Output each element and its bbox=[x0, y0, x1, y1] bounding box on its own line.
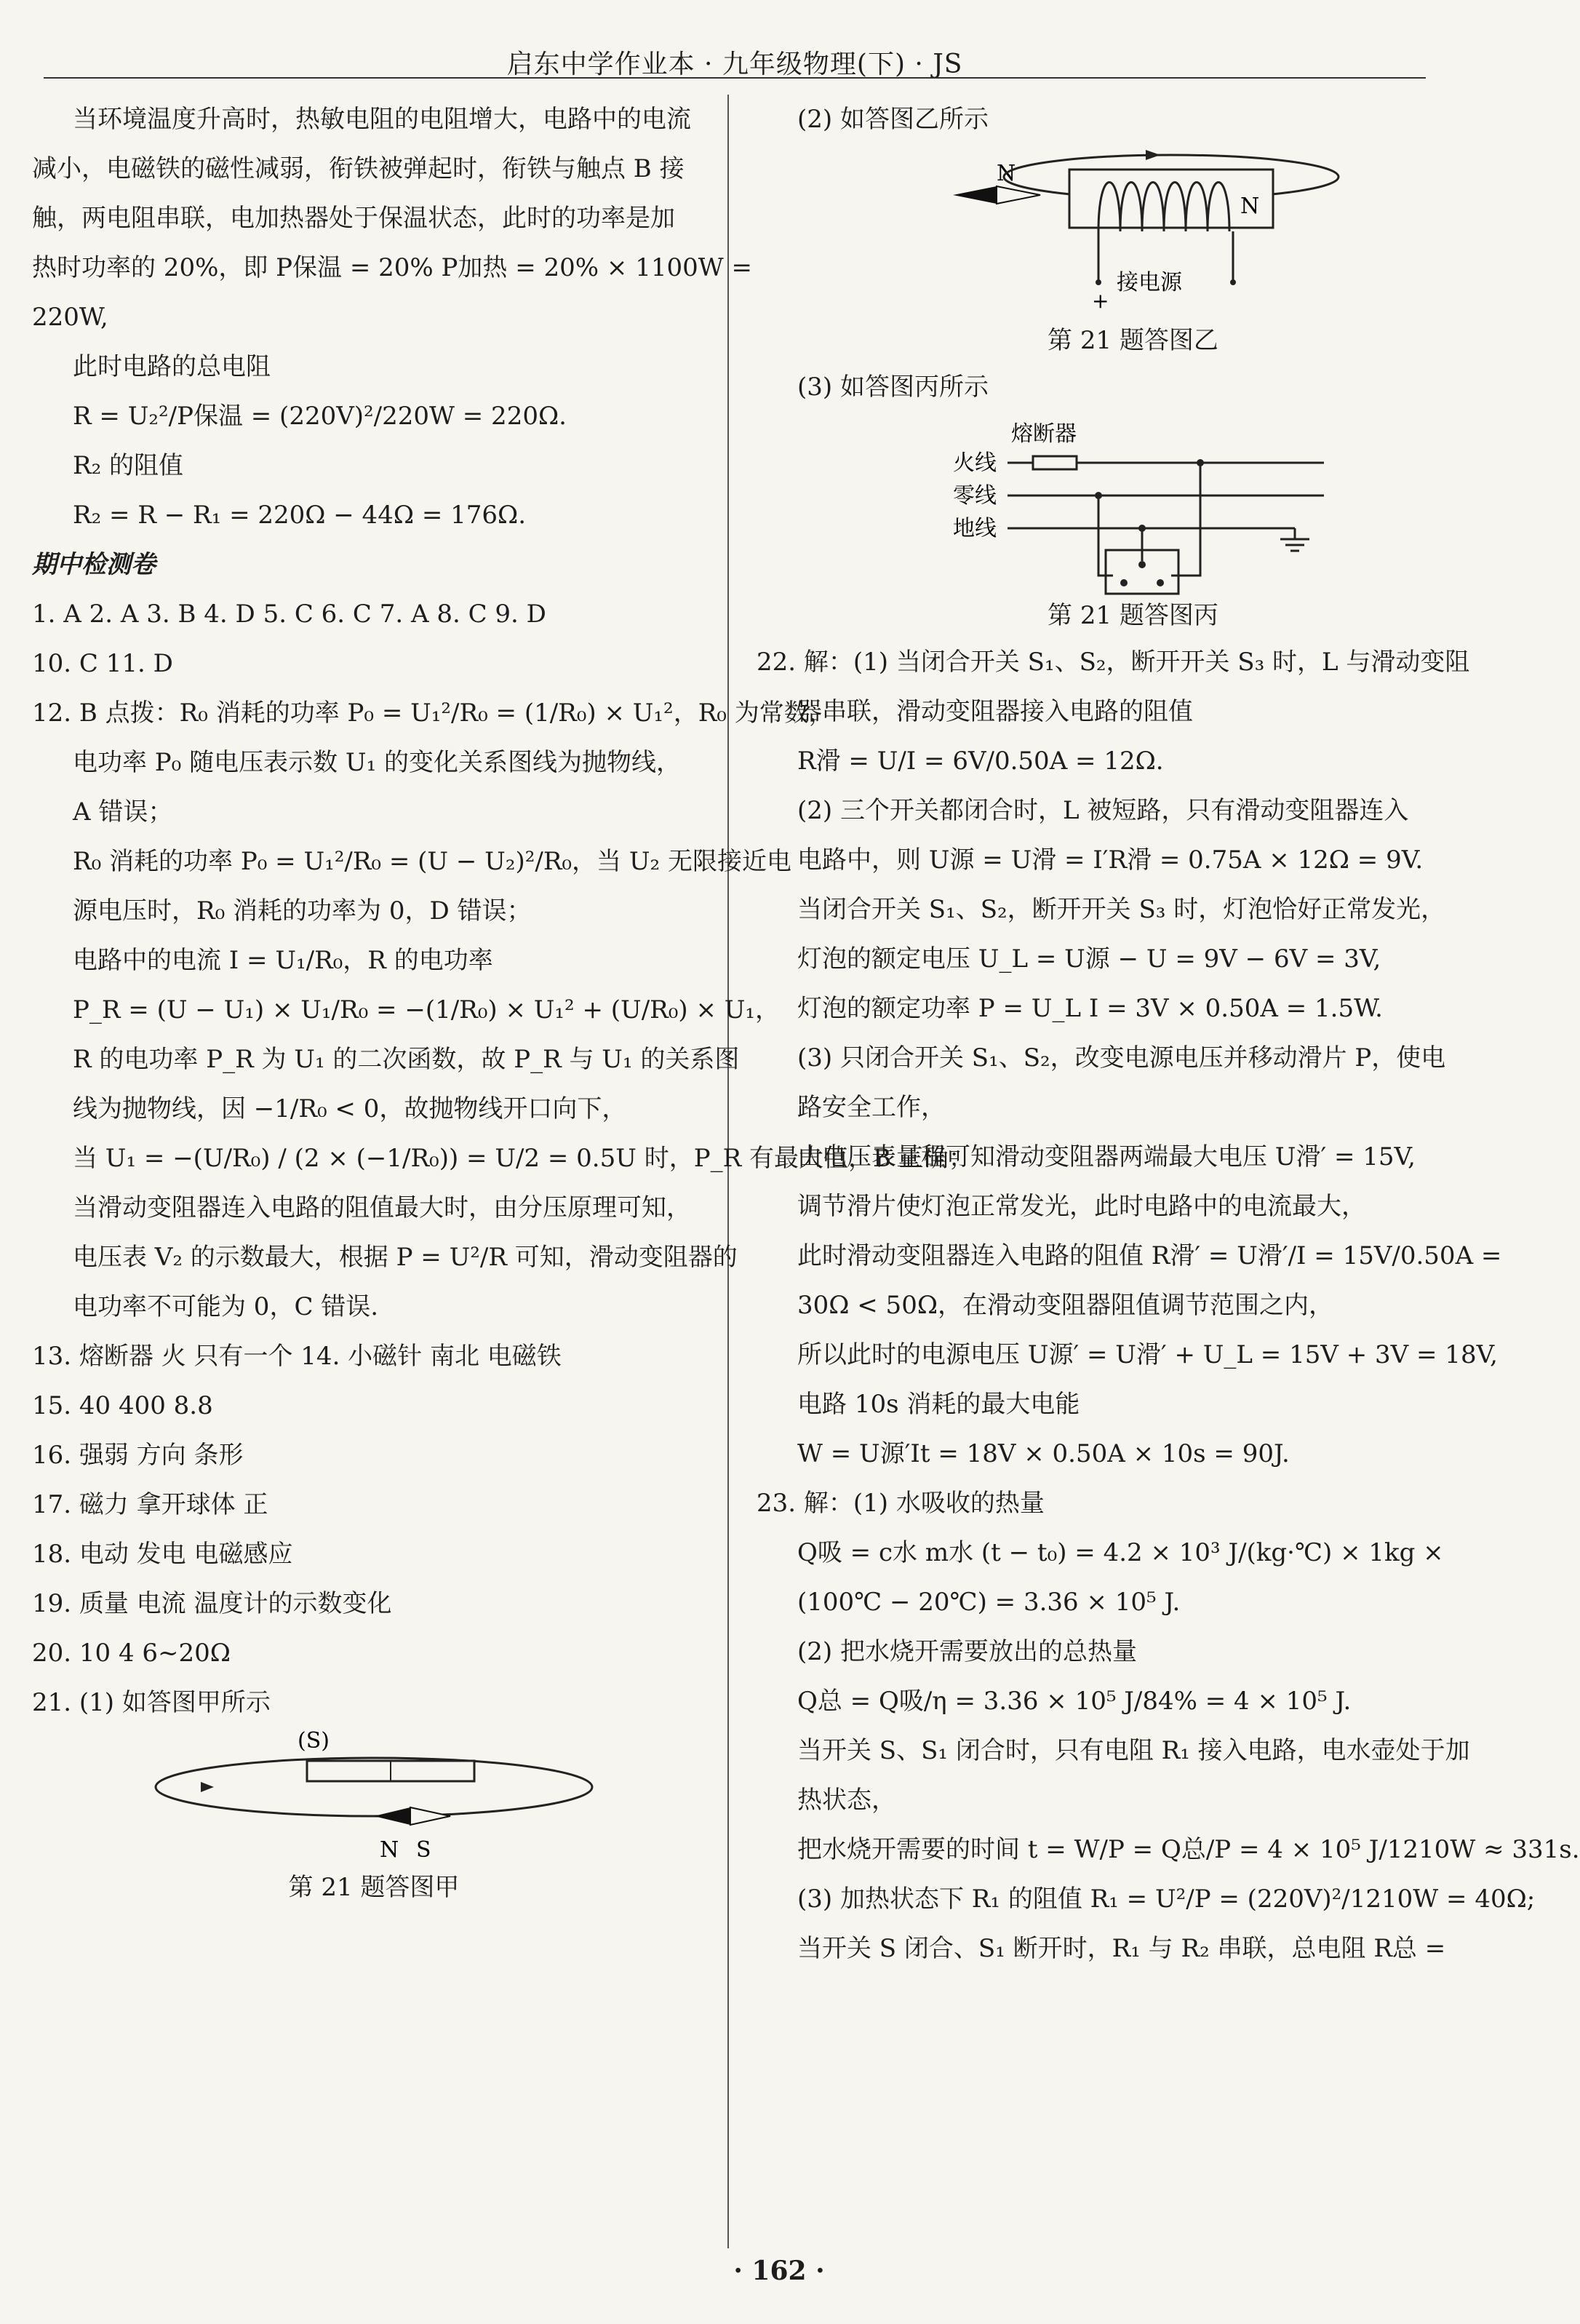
text-line: 热时功率的 20%，即 P保温 = 20% P加热 = 20% × 1100W = bbox=[32, 253, 752, 282]
answer-line: 当开关 S 闭合、S₁ 断开时，R₁ 与 R₂ 串联，总电阻 R总 = bbox=[797, 1934, 1446, 1963]
socket-hole-top bbox=[1138, 561, 1146, 568]
answer-line: 20. 10 4 6~20Ω bbox=[32, 1639, 231, 1668]
answer-line: (3) 只闭合开关 S₁、S₂，改变电源电压并移动滑片 P，使电 bbox=[797, 1043, 1446, 1073]
figure-caption: 第 21 题答图丙 bbox=[1048, 601, 1218, 630]
text-line: 触，两电阻串联，电加热器处于保温状态，此时的功率是加 bbox=[32, 204, 675, 233]
formula-line: R = U₂²/P保温 = (220V)²/220W = 220Ω. bbox=[73, 402, 567, 431]
terminal-right bbox=[1230, 279, 1236, 285]
label-live: 火线 bbox=[953, 450, 997, 476]
figure-bing bbox=[757, 412, 1509, 594]
formula-line: R₂ = R − R₁ = 220Ω − 44Ω = 176Ω. bbox=[73, 501, 527, 530]
answer-line: 22. 解：(1) 当闭合开关 S₁、S₂，断开开关 S₃ 时，L 与滑动变阻 bbox=[757, 648, 1470, 677]
label-power: 接电源 bbox=[1117, 270, 1182, 295]
figure-bing-diagram bbox=[757, 412, 1509, 594]
answer-line: A 错误； bbox=[73, 797, 173, 827]
formula-line: 把水烧开需要的时间 t = W/P = Q总/P = 4 × 10⁵ J/1210W ≈ 331s. bbox=[797, 1835, 1580, 1864]
answer-line: 13. 熔断器 火 只有一个 14. 小磁针 南北 电磁铁 bbox=[32, 1342, 562, 1371]
section-title: 期中检测卷 bbox=[32, 550, 156, 579]
answer-line: 电功率 P₀ 随电压表示数 U₁ 的变化关系图线为抛物线， bbox=[73, 748, 682, 777]
answer-line: 由电压表量程可知滑动变阻器两端最大电压 U滑′ = 15V, bbox=[797, 1142, 1416, 1171]
text-line: 220W, bbox=[32, 303, 108, 332]
label-n: N bbox=[380, 1837, 399, 1863]
answer-line: 热状态， bbox=[797, 1786, 896, 1815]
answer-line: 16. 强弱 方向 条形 bbox=[32, 1441, 244, 1470]
answer-line: 10. C 11. D bbox=[32, 649, 173, 678]
right-column bbox=[757, 95, 1580, 1973]
terminal-left bbox=[1096, 279, 1101, 285]
answer-line: 当闭合开关 S₁、S₂，断开开关 S₃ 时，灯泡恰好正常发光， bbox=[797, 895, 1446, 924]
header-rule bbox=[44, 77, 1426, 79]
formula-line: W = U源′It = 18V × 0.50A × 10s = 90J. bbox=[797, 1439, 1290, 1468]
formula-line: P_R = (U − U₁) × U₁/R₀ = −(1/R₀) × U₁² + (U/R₀) × U₁， bbox=[73, 995, 781, 1024]
answer-line: (3) 如答图丙所示 bbox=[797, 373, 989, 402]
text-line: 当环境温度升高时，热敏电阻的电阻增大，电路中的电流 bbox=[73, 105, 691, 134]
answer-line: 路安全工作， bbox=[797, 1093, 946, 1122]
figure-jia-diagram bbox=[32, 1727, 716, 1866]
answer-line: 电功率不可能为 0，C 错误. bbox=[73, 1292, 379, 1321]
compass-needle-n bbox=[953, 186, 997, 204]
formula-line: 灯泡的额定电压 U_L = U源 − U = 9V − 6V = 3V, bbox=[797, 944, 1381, 974]
label-n-left: N bbox=[997, 161, 1016, 186]
formula-line: (3) 加热状态下 R₁ 的阻值 R₁ = U²/P = (220V)²/1210W = 40Ω; bbox=[797, 1885, 1536, 1914]
formula-line: 电路中的电流 I = U₁/R₀，R 的电功率 bbox=[73, 946, 493, 975]
figure-yi bbox=[757, 144, 1509, 319]
answer-line: (2) 如答图乙所示 bbox=[797, 105, 989, 134]
answer-line: 15. 40 400 8.8 bbox=[32, 1391, 213, 1420]
figure-jia bbox=[32, 1727, 716, 1866]
figure-yi-diagram bbox=[757, 144, 1509, 319]
compass-needle-n bbox=[374, 1807, 410, 1825]
field-arrow bbox=[1146, 150, 1160, 160]
formula-line: R₀ 消耗的功率 P₀ = U₁²/R₀ = (U − U₂)²/R₀，当 U₂ 无限接近电 bbox=[73, 847, 791, 876]
answer-line: 17. 磁力 拿开球体 正 bbox=[32, 1490, 268, 1519]
answer-line: 源电压时，R₀ 消耗的功率为 0，D 错误； bbox=[73, 896, 532, 926]
answer-line: 23. 解：(1) 水吸收的热量 bbox=[757, 1489, 1045, 1518]
answer-line: 30Ω < 50Ω，在滑动变阻器阻值调节范围之内， bbox=[797, 1291, 1334, 1320]
formula-line: 此时滑动变阻器连入电路的阻值 R滑′ = U滑′/I = 15V/0.50A = bbox=[797, 1241, 1502, 1270]
label-s-paren: (S) bbox=[298, 1728, 330, 1754]
figure-caption: 第 21 题答图甲 bbox=[288, 1873, 460, 1902]
label-neutral: 零线 bbox=[953, 483, 997, 509]
answer-line: 调节滑片使灯泡正常发光，此时电路中的电流最大， bbox=[797, 1192, 1366, 1221]
label-ground: 地线 bbox=[953, 516, 997, 541]
page-header: 启东中学作业本 · 九年级物理(下) · JS bbox=[506, 49, 963, 79]
compass-needle-s bbox=[410, 1807, 450, 1825]
answer-line: 1. A 2. A 3. B 4. D 5. C 6. C 7. A 8. C 9. D bbox=[32, 600, 546, 629]
formula-line: (100℃ − 20℃) = 3.36 × 10⁵ J. bbox=[797, 1588, 1181, 1617]
socket-hole-right bbox=[1157, 579, 1164, 586]
answer-line: 当滑动变阻器连入电路的阻值最大时，由分压原理可知， bbox=[73, 1193, 691, 1222]
label-plus: + bbox=[1092, 289, 1109, 313]
text-line: R₂ 的阻值 bbox=[73, 451, 184, 480]
formula-line: 电路中，则 U源 = U滑 = I′R滑 = 0.75A × 12Ω = 9V. bbox=[797, 845, 1424, 875]
answer-line: 电路 10s 消耗的最大电能 bbox=[797, 1390, 1080, 1419]
answer-line: 18. 电动 发电 电磁感应 bbox=[32, 1540, 293, 1569]
label-n-right: N bbox=[1240, 194, 1260, 219]
answer-line: R 的电功率 P_R 为 U₁ 的二次函数，故 P_R 与 U₁ 的关系图 bbox=[73, 1045, 740, 1074]
answer-line: 当开关 S、S₁ 闭合时，只有电阻 R₁ 接入电路，电水壶处于加 bbox=[797, 1736, 1470, 1765]
formula-line: R滑 = U/I = 6V/0.50A = 12Ω. bbox=[797, 747, 1164, 776]
answer-line: 器串联，滑动变阻器接入电路的阻值 bbox=[797, 697, 1193, 726]
figure-caption: 第 21 题答图乙 bbox=[1048, 326, 1218, 355]
answer-line: 19. 质量 电流 温度计的示数变化 bbox=[32, 1589, 392, 1618]
answer-line: 线为抛物线，因 −1/R₀ < 0，故抛物线开口向下， bbox=[73, 1094, 627, 1123]
answer-line: 21. (1) 如答图甲所示 bbox=[32, 1688, 271, 1717]
answer-line: 电压表 V₂ 的示数最大，根据 P = U²/R 可知，滑动变阻器的 bbox=[73, 1243, 738, 1272]
page-number: · 162 · bbox=[733, 2256, 825, 2286]
formula-line: 所以此时的电源电压 U源′ = U滑′ + U_L = 15V + 3V = 18V, bbox=[797, 1340, 1498, 1369]
text-line: 减小，电磁铁的磁性减弱，衔铁被弹起时，衔铁与触点 B 接 bbox=[32, 154, 685, 183]
formula-line: Q吸 = c水 m水 (t − t₀) = 4.2 × 10³ J/(kg·℃) × 1kg × bbox=[797, 1538, 1444, 1567]
formula-line: 灯泡的额定功率 P = U_L I = 3V × 0.50A = 1.5W. bbox=[797, 994, 1383, 1023]
field-arrow bbox=[201, 1782, 214, 1792]
label-fuse: 熔断器 bbox=[1011, 421, 1077, 447]
text-line: 此时电路的总电阻 bbox=[73, 352, 271, 381]
answer-line: 12. B 点拨：R₀ 消耗的功率 P₀ = U₁²/R₀ = (1/R₀) × U₁²，R₀ 为常数， bbox=[32, 699, 834, 728]
fuse bbox=[1033, 456, 1077, 469]
answer-line: (2) 把水烧开需要放出的总热量 bbox=[797, 1637, 1137, 1666]
formula-line: 当 U₁ = −(U/R₀) / (2 × (−1/R₀)) = U/2 = 0.5U 时，P_R 有最大值，B 正确； bbox=[73, 1144, 973, 1173]
socket-hole-left bbox=[1120, 579, 1128, 586]
answer-line: (2) 三个开关都闭合时，L 被短路，只有滑动变阻器连入 bbox=[797, 796, 1409, 825]
formula-line: Q总 = Q吸/η = 3.36 × 10⁵ J/84% = 4 × 10⁵ J. bbox=[797, 1687, 1352, 1716]
label-s: S bbox=[416, 1837, 431, 1863]
